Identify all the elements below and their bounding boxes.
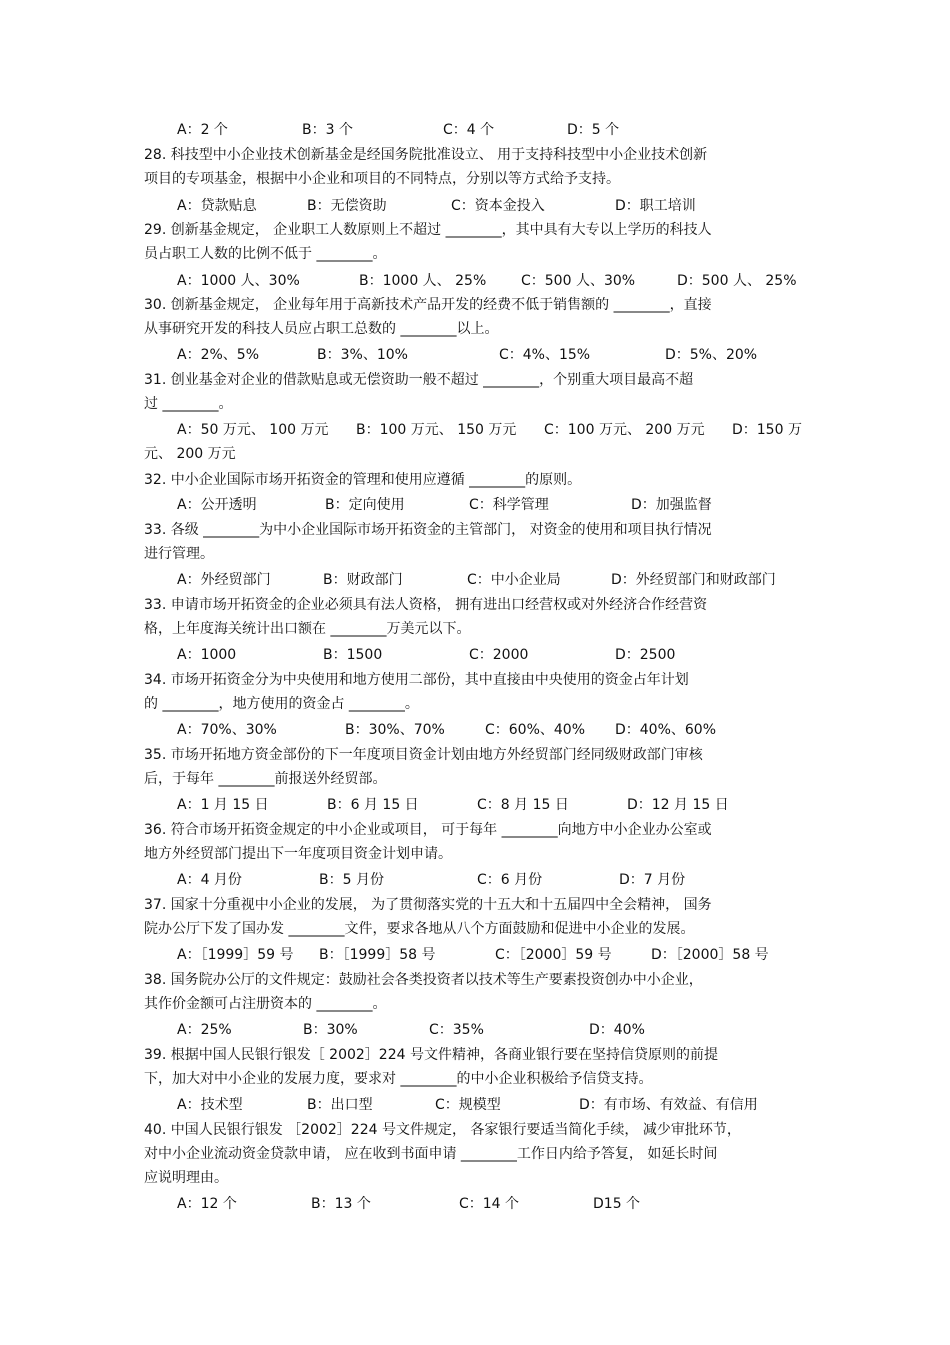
question-number: 32. xyxy=(144,472,167,488)
options-row xyxy=(177,1018,817,1042)
option-c: C：4 个 xyxy=(443,122,495,138)
question-28 xyxy=(144,143,809,191)
option-a: A：公开透明 xyxy=(177,497,257,513)
question-text: 中国人民银行银发 ［2002］224 号文件规定， 各家银行要适当简化手续， 减少审批环节， xyxy=(170,1122,741,1138)
question-30 xyxy=(144,293,809,341)
option-c: C：2000 xyxy=(469,647,529,663)
question-33-b xyxy=(144,593,809,641)
options-row xyxy=(177,269,817,293)
question-text: 员占职工人数的比例不低于 ________。 xyxy=(144,246,387,262)
question-text: 应说明理由。 xyxy=(144,1170,228,1186)
option-c: C：60%、40% xyxy=(485,722,586,738)
question-number: 40. xyxy=(144,1122,167,1138)
question-text: 项目的专项基金，根据中小企业和项目的不同特点，分别以等方式给予支持。 xyxy=(144,171,620,187)
option-a: A：50 万元、 100 万元 xyxy=(177,422,329,438)
question-text: 申请市场开拓资金的企业必须具有法人资格， 拥有进出口经营权或对外经济合作经营资 xyxy=(170,597,708,613)
question-number: 38. xyxy=(144,972,167,988)
question-number: 33. xyxy=(144,597,167,613)
question-text: 科技型中小企业技术创新基金是经国务院批准设立、 用于支持科技型中小企业技术创新 xyxy=(170,147,708,163)
question-35 xyxy=(144,743,809,791)
option-b: B：3 个 xyxy=(302,122,353,138)
option-d-continued: 元、 200 万元 xyxy=(144,446,236,462)
question-text: 过 ________。 xyxy=(144,396,233,412)
option-c: C：科学管理 xyxy=(469,497,549,513)
option-b: B：［1999］58 号 xyxy=(319,947,436,963)
option-b: B：1000 人、 25% xyxy=(359,273,487,289)
question-text: 创业基金对企业的借款贴息或无偿资助一般不超过 ________，个别重大项目最高不超 xyxy=(170,372,694,388)
option-b: B：5 月份 xyxy=(319,872,384,888)
question-text: 根据中国人民银行银发［ 2002］224 号文件精神，各商业银行要在坚持信贷原则的前提 xyxy=(170,1047,718,1063)
option-a: A：4 月份 xyxy=(177,872,242,888)
option-b: B：财政部门 xyxy=(323,572,403,588)
option-b: B：3%、10% xyxy=(317,347,408,363)
question-text: 国务院办公厅的文件规定：鼓励社会各类投资者以技术等生产要素投资创办中小企业， xyxy=(170,972,703,988)
options-row xyxy=(177,643,817,667)
option-b: B：13 个 xyxy=(311,1196,371,1212)
option-a: A：1000 xyxy=(177,647,237,663)
question-33-a xyxy=(144,518,809,566)
options-row xyxy=(177,718,817,742)
question-number: 31. xyxy=(144,372,167,388)
option-b: B：30% xyxy=(303,1022,358,1038)
option-c: C：6 月份 xyxy=(477,872,543,888)
option-c: C：35% xyxy=(429,1022,484,1038)
option-b: B：6 月 15 日 xyxy=(327,797,419,813)
option-d: D：40% xyxy=(589,1022,645,1038)
question-31 xyxy=(144,368,809,416)
options-row xyxy=(177,868,817,892)
option-d: D：40%、60% xyxy=(615,722,717,738)
option-c: C：［2000］59 号 xyxy=(495,947,612,963)
option-b: B：1500 xyxy=(323,647,383,663)
options-row xyxy=(177,493,817,517)
option-a: A：技术型 xyxy=(177,1097,243,1113)
question-number: 30. xyxy=(144,297,167,313)
options-row xyxy=(177,343,817,367)
question-number: 28. xyxy=(144,147,167,163)
option-c: C：14 个 xyxy=(459,1196,520,1212)
option-a: A：12 个 xyxy=(177,1196,237,1212)
question-text: 创新基金规定， 企业每年用于高新技术产品开发的经费不低于销售额的 ________，直接 xyxy=(170,297,712,313)
question-number: 29. xyxy=(144,222,167,238)
question-37 xyxy=(144,893,809,941)
options-row xyxy=(177,418,817,442)
question-text: 下，加大对中小企业的发展力度，要求对 ________的中小企业积极给予信贷支持。 xyxy=(144,1071,653,1087)
option-a: A：1 月 15 日 xyxy=(177,797,269,813)
question-text: 的 ________，地方使用的资金占 ________。 xyxy=(144,696,419,712)
option-a: A：贷款贴息 xyxy=(177,198,257,214)
option-b: B：出口型 xyxy=(307,1097,373,1113)
option-a: A：1000 人、30% xyxy=(177,273,300,289)
options-row xyxy=(177,943,817,967)
question-text: 各级 ________为中小企业国际市场开拓资金的主管部门， 对资金的使用和项目执行情况 xyxy=(170,522,712,538)
question-number: 36. xyxy=(144,822,167,838)
options-row xyxy=(177,793,817,817)
question-text: 市场开拓资金分为中央使用和地方使用二部份，其中直接由中央使用的资金占年计划 xyxy=(170,672,689,688)
options-row xyxy=(177,118,817,142)
options-row xyxy=(177,194,817,218)
option-d: D：5 个 xyxy=(567,122,620,138)
question-text: 后，于每年 ________前报送外经贸部。 xyxy=(144,771,387,787)
option-b: B：100 万元、 150 万元 xyxy=(356,422,517,438)
option-d: D：［2000］58 号 xyxy=(651,947,769,963)
question-32 xyxy=(144,468,809,492)
option-c: C：规模型 xyxy=(435,1097,501,1113)
question-number: 33. xyxy=(144,522,167,538)
options-row xyxy=(177,568,817,592)
question-text: 其作价金额可占注册资本的 ________。 xyxy=(144,996,387,1012)
option-d: D：150 万 xyxy=(732,422,802,438)
question-text: 地方外经贸部门提出下一年度项目资金计划申请。 xyxy=(144,846,452,862)
question-number: 39. xyxy=(144,1047,167,1063)
question-36 xyxy=(144,818,809,866)
question-number: 37. xyxy=(144,897,167,913)
option-a: A：2 个 xyxy=(177,122,228,138)
question-text: 市场开拓地方资金部份的下一年度项目资金计划由地方外经贸部门经同级财政部门审核 xyxy=(170,747,703,763)
option-a: A：［1999］59 号 xyxy=(177,947,294,963)
option-a: A：外经贸部门 xyxy=(177,572,271,588)
options-row xyxy=(177,1192,817,1216)
question-number: 34. xyxy=(144,672,167,688)
question-29 xyxy=(144,218,809,266)
option-a: A：2%、5% xyxy=(177,347,259,363)
option-c: C：500 人、30% xyxy=(521,273,636,289)
option-c: C：资本金投入 xyxy=(451,198,545,214)
option-b: B：无偿资助 xyxy=(307,198,387,214)
option-d: D：500 人、 25% xyxy=(677,273,797,289)
option-d: D：职工培训 xyxy=(615,198,696,214)
question-text: 进行管理。 xyxy=(144,546,214,562)
question-text: 符合市场开拓资金规定的中小企业或项目， 可于每年 ________向地方中小企业办公室或 xyxy=(170,822,712,838)
question-40 xyxy=(144,1118,809,1190)
options-row-continuation xyxy=(144,442,809,466)
option-d: D：外经贸部门和财政部门 xyxy=(611,572,776,588)
question-text: 对中小企业流动资金贷款申请， 应在收到书面申请 ________工作日内给予答复， 如延长时间 xyxy=(144,1146,718,1162)
question-text: 中小企业国际市场开拓资金的管理和使用应遵循 ________的原则。 xyxy=(170,472,582,488)
option-d: D15 个 xyxy=(593,1196,641,1212)
option-d: D：加强监督 xyxy=(631,497,712,513)
option-a: A：25% xyxy=(177,1022,232,1038)
question-number: 35. xyxy=(144,747,167,763)
option-d: D：5%、20% xyxy=(665,347,758,363)
question-text: 院办公厅下发了国办发 ________文件，要求各地从八个方面鼓励和促进中小企业的发展。 xyxy=(144,921,695,937)
question-39 xyxy=(144,1043,809,1091)
question-34 xyxy=(144,668,809,716)
option-c: C：4%、15% xyxy=(499,347,591,363)
option-c: C：中小企业局 xyxy=(467,572,561,588)
option-d: D：2500 xyxy=(615,647,676,663)
question-text: 从事研究开发的科技人员应占职工总数的 ________以上。 xyxy=(144,321,499,337)
option-a: A：70%、30% xyxy=(177,722,277,738)
option-d: D：7 月份 xyxy=(619,872,686,888)
option-c: C：8 月 15 日 xyxy=(477,797,569,813)
option-b: B：定向使用 xyxy=(325,497,405,513)
option-c: C：100 万元、 200 万元 xyxy=(544,422,705,438)
question-text: 创新基金规定， 企业职工人数原则上不超过 ________，其中具有大专以上学历的科技人 xyxy=(170,222,712,238)
option-d: D：有市场、有效益、有信用 xyxy=(579,1097,758,1113)
options-row xyxy=(177,1093,817,1117)
option-d: D：12 月 15 日 xyxy=(627,797,729,813)
option-b: B：30%、70% xyxy=(345,722,445,738)
question-text: 国家十分重视中小企业的发展， 为了贯彻落实党的十五大和十五届四中全会精神， 国务 xyxy=(170,897,712,913)
question-38 xyxy=(144,968,809,1016)
question-text: 格，上年度海关统计出口额在 ________万美元以下。 xyxy=(144,621,471,637)
